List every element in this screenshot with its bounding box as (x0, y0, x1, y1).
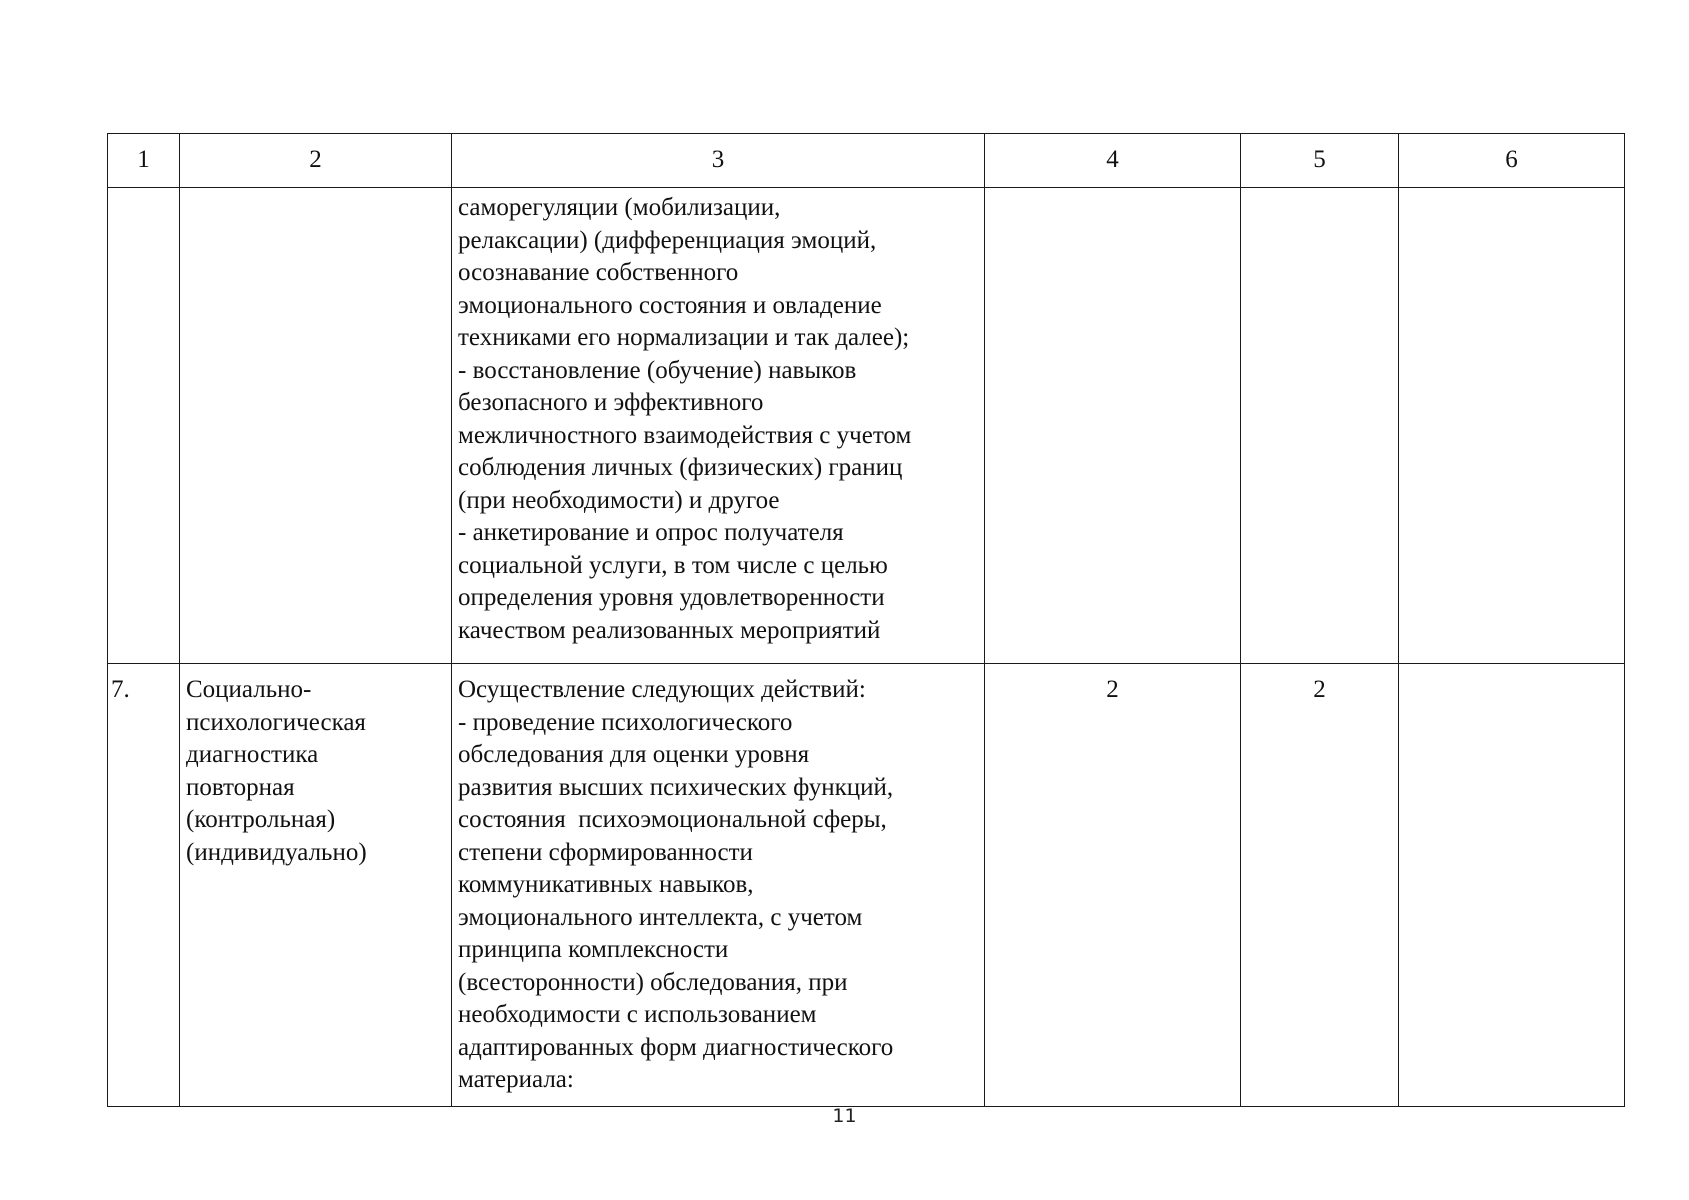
column-header-3: 3 (452, 134, 985, 188)
column-header-1: 1 (108, 134, 180, 188)
cell-col-4 (985, 664, 1241, 1107)
text-line: эмоционального состояния и овладение (458, 291, 882, 319)
text-line: степени сформированности (458, 838, 753, 866)
value-col-4: 2 (1106, 676, 1119, 703)
cell-number (108, 188, 180, 664)
text-line: - проведение психологического (458, 708, 793, 736)
text-line: повторная (186, 773, 295, 801)
column-header-4: 4 (985, 134, 1241, 188)
text-line: диагностика (186, 741, 319, 768)
cell-description (452, 188, 985, 664)
text-line: эмоционального интеллекта, с учетом (458, 903, 863, 931)
text-line: - восстановление (обучение) навыков (458, 356, 857, 384)
cell-col-5 (1241, 664, 1399, 1107)
text-line: соблюдения личных (физических) границ (458, 454, 903, 481)
text-line: межличностного взаимодействия с учетом (458, 421, 912, 449)
text-line: Осуществление следующих действий: (458, 676, 866, 703)
column-header-2: 2 (180, 134, 452, 188)
text-line: необходимости с использованием (458, 1001, 817, 1028)
cell-col-5 (1241, 188, 1399, 664)
cell-col-6 (1399, 188, 1625, 664)
text-line: качеством реализованных мероприятий (458, 616, 881, 644)
value-col-6 (1399, 664, 1624, 674)
text-line: техниками его нормализации и так далее); (458, 324, 910, 351)
text-line: принципа комплексности (458, 936, 729, 963)
text-line: адаптированных форм диагностического (458, 1033, 894, 1061)
services-table (107, 133, 1625, 1107)
text-line: (всесторонности) обследования, при (458, 968, 848, 996)
cell-service-name (180, 664, 452, 1107)
table-row-7 (108, 664, 1625, 1107)
row-number: 7. (111, 676, 130, 703)
column-header-5: 5 (1241, 134, 1399, 188)
cell-col-6 (1399, 664, 1625, 1107)
description-text (452, 188, 984, 647)
text-line: материала: (458, 1066, 574, 1093)
text-line: (индивидуально) (186, 838, 367, 866)
table-row-continuation (108, 188, 1625, 664)
text-line: развития высших психических функций, (458, 773, 894, 801)
text-line: определения уровня удовлетворенности (458, 584, 885, 611)
cell-description (452, 664, 985, 1107)
cell-col-4 (985, 188, 1241, 664)
text-line: (контрольная) (186, 806, 336, 833)
service-name-text (180, 664, 451, 869)
text-line: социальной услуги, в том числе с целью (458, 551, 888, 579)
text-line: коммуникативных навыков, (458, 871, 754, 898)
column-header-6: 6 (1399, 134, 1625, 188)
text-line: релаксации) (дифференциация эмоций, (458, 226, 877, 254)
header-row (108, 134, 1625, 188)
cell-service-name (180, 188, 452, 664)
page-number: 11 (832, 1105, 857, 1127)
value-col-5: 2 (1313, 676, 1326, 703)
text-line: обследования для оценки уровня (458, 741, 810, 768)
text-line: осознавание собственного (458, 259, 739, 286)
text-line: саморегуляции (мобилизации, (458, 194, 781, 221)
text-line: психологическая (186, 708, 366, 736)
description-text (452, 664, 984, 1097)
text-line: безопасного и эффективного (458, 389, 764, 416)
text-line: состояния психоэмоциональной сферы, (458, 806, 887, 833)
cell-number (108, 664, 180, 1107)
text-line: (при необходимости) и другое (458, 486, 780, 514)
text-line: Социально- (186, 676, 312, 703)
text-line: - анкетирование и опрос получателя (458, 519, 844, 546)
